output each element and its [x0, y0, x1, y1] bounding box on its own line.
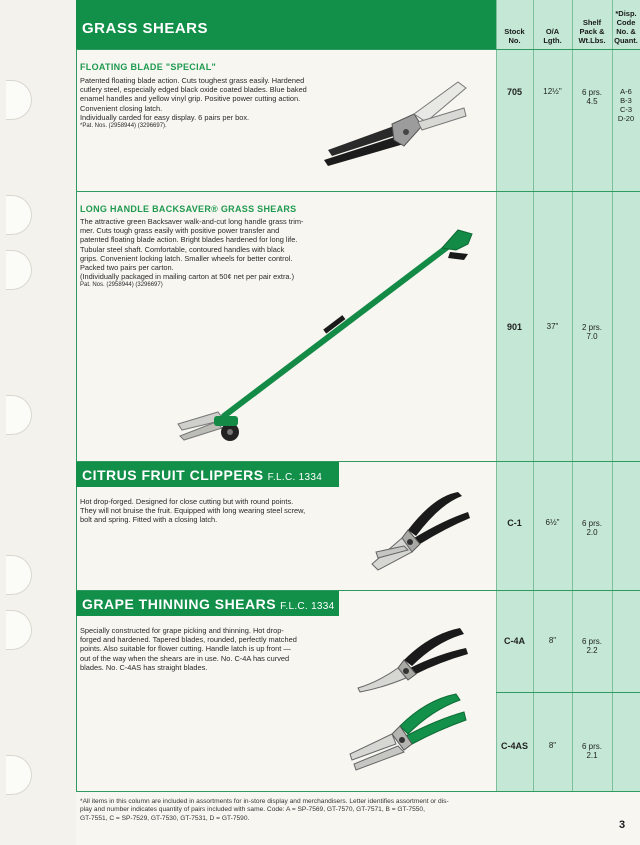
- stock-number: C-1: [507, 518, 522, 528]
- section-title: CITRUS FRUIT CLIPPERS: [82, 467, 264, 483]
- shelf-pack: 2 prs. 7.0: [581, 323, 602, 341]
- product-title: LONG HANDLE BACKSAVER® GRASS SHEARS: [80, 204, 297, 214]
- product-description: The attractive green Backsaver walk-and-cut long handle grass trim- mer. Cuts tough grass easily with positive power transfer and patented floating blade action. Bright blades hardened for long life. Tubular steel shaft. Comfortable, contoured handles with black grips. Convenient locking latch. Smaller wheels for better control. Packed two pairs per carton. (Individually packaged in mailing carton at 50¢ net per pair extra.) Pat. Nos. (2958944) (3296697): [80, 217, 304, 289]
- binder-hole: [6, 610, 32, 650]
- display-codes: A-6 B-3 C-3 D-20: [617, 87, 635, 123]
- section-title: GRASS SHEARS: [82, 20, 209, 37]
- overall-length: 6½": [545, 518, 560, 527]
- shelf-pack: 6 prs. 2.2: [581, 637, 602, 655]
- column-header-stock: Stock No.: [504, 27, 525, 45]
- shelf-pack: 6 prs. 2.1: [581, 742, 602, 760]
- binder-hole: [6, 755, 32, 795]
- footnote: *All items in this column are included in assortments for in-store display and merchandisers. Letter identifies assortment or dis- play and number indicates quantity of pairs included with same. Code: A = SP-7569, GT-7570, GT-7571, B = GT-7550, GT-7551, C = SP-7529, GT-7530, GT-7531, D = GT-7590.: [80, 798, 449, 822]
- product-description: Specially constructed for grape picking and thinning. Hot drop- forged and hardened. Tapered blades, rounded, perfectly matched points. Also suitable for flower cutting. Handle latch is up front — out of the way when the shears are in use. No. C-4A has curved blades. No. C-4AS has straight blades.: [80, 626, 297, 672]
- section-header-grass-shears: [76, 0, 496, 49]
- binder-hole: [6, 195, 32, 235]
- citrus-clippers-image: [364, 486, 476, 576]
- column-divider: [533, 0, 534, 792]
- column-header-code: *Disp. Code No. & Quant.: [614, 9, 638, 45]
- overall-length: 8": [548, 741, 557, 750]
- row-divider: [76, 49, 640, 50]
- left-rule: [76, 0, 77, 792]
- stock-number: 705: [506, 87, 523, 97]
- row-divider: [76, 791, 640, 792]
- long-handle-shears-image: [172, 224, 478, 446]
- binder-hole: [6, 395, 32, 435]
- shelf-pack: 6 prs. 4.5: [581, 88, 602, 106]
- column-header-length: O/A Lgth.: [543, 27, 562, 45]
- product-title: FLOATING BLADE "SPECIAL": [80, 62, 217, 72]
- section-title: GRAPE THINNING SHEARS: [82, 596, 277, 612]
- binder-hole: [6, 80, 32, 120]
- grape-shears-green-image: [344, 690, 472, 774]
- overall-length: 12½": [543, 87, 562, 96]
- column-divider: [496, 0, 497, 792]
- column-header-pack: Shelf Pack & Wt.Lbs.: [578, 18, 606, 45]
- flc-number: F.L.C. 1334: [280, 601, 335, 612]
- flc-number: F.L.C. 1334: [267, 472, 323, 483]
- product-description: Patented floating blade action. Cuts toughest grass easily. Hardened cutlery steel, especially edged black oxide coated blades. Blue baked enamel handles and yellow vinyl grip. Positive power cutting action. Convenient closing latch. Individually carded for easy display. 6 pairs per box. *Pat. Nos. (2958944) (3296697).: [80, 76, 307, 130]
- stock-number: C-4AS: [500, 741, 528, 751]
- grape-shears-black-image: [354, 624, 472, 696]
- column-divider: [572, 0, 573, 792]
- stock-number: C-4A: [503, 636, 525, 646]
- stock-number: 901: [506, 322, 523, 332]
- binder-hole: [6, 555, 32, 595]
- shelf-pack: 6 prs. 2.0: [581, 519, 602, 537]
- row-divider: [496, 692, 640, 693]
- section-header-citrus: [76, 462, 339, 487]
- floating-blade-shears-image: [318, 74, 470, 172]
- page-number: 3: [619, 819, 626, 831]
- section-header-grape: [76, 591, 339, 616]
- product-description: Hot drop-forged. Designed for close cutting but with round points. They will not bruise the fruit. Equipped with long wearing steel screw, bolt and spring. Fitted with a closing latch.: [80, 497, 306, 525]
- overall-length: 8": [548, 636, 557, 645]
- binder-hole: [6, 250, 32, 290]
- overall-length: 37": [546, 322, 559, 331]
- binder-margin: [0, 0, 76, 845]
- row-divider: [76, 191, 640, 192]
